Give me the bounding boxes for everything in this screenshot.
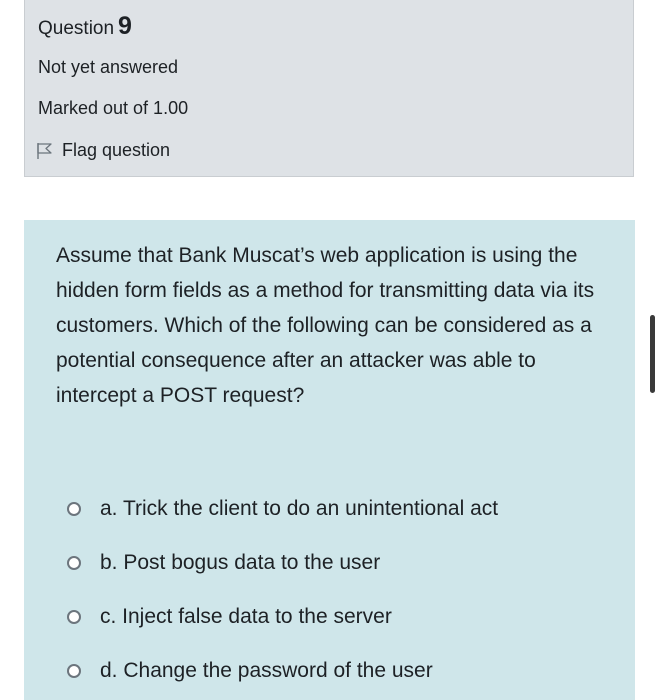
radio-button-d[interactable] [67,664,81,678]
answer-option-d[interactable] [67,644,498,698]
radio-button-b[interactable] [67,556,81,570]
question-text: Assume that Bank Muscat’s web application is using the hidden form fields as a method for transmitting data via its customers. Which of the following can be considered as a potential consequence after an attacker was able to intercept a POST request? [56,244,595,407]
answer-label-d: d. Change the password of the user [100,659,433,682]
scrollbar-thumb[interactable] [650,315,655,393]
question-info-panel [24,0,634,177]
answer-option-c[interactable] [67,590,498,644]
answer-list [67,482,498,698]
answer-option-b[interactable] [67,536,498,590]
answer-label-b: b. Post bogus data to the user [100,551,381,574]
answer-label-c: c. Inject false data to the server [100,605,392,628]
flag-question-label: Flag question [62,140,171,160]
radio-button-c[interactable] [67,610,81,624]
flag-question-link[interactable] [36,140,170,161]
question-label: Question [38,18,115,39]
answer-label-a: a. Trick the client to do an unintentional act [100,497,499,520]
question-number: 9 [118,12,132,40]
radio-button-a[interactable] [67,502,81,516]
flag-icon [36,142,54,160]
question-heading [38,12,132,41]
answer-option-a[interactable] [67,482,498,536]
question-grade: Marked out of 1.00 [38,98,189,118]
question-state: Not yet answered [38,57,179,77]
question-content-panel [24,220,635,700]
